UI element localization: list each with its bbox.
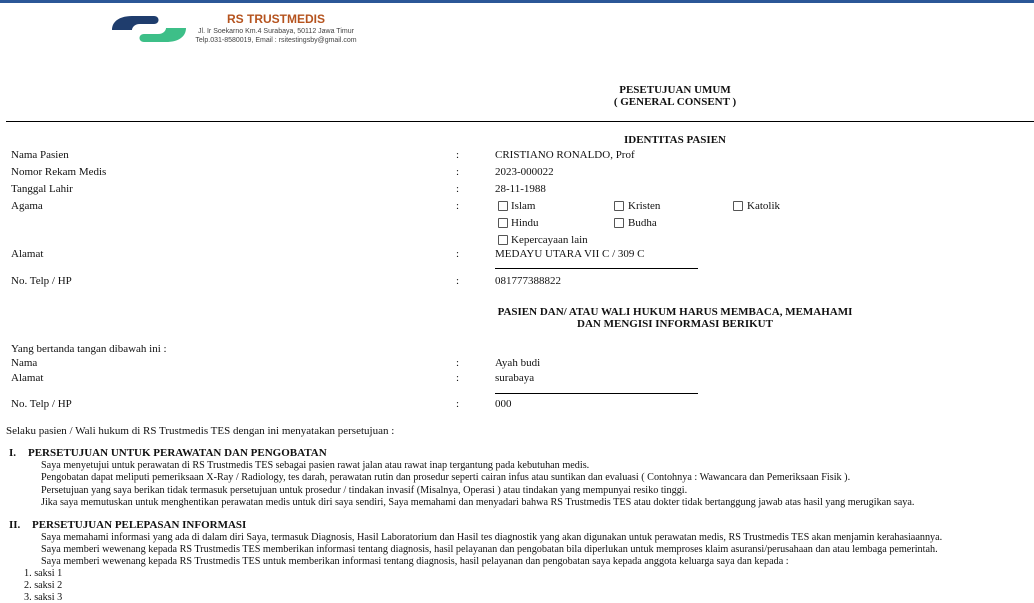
religion-option-islam: Islam <box>511 200 536 212</box>
top-accent-bar <box>0 0 1034 3</box>
hospital-contact: Telp.031-8580019, Email : rsitestingsby@gmail.com <box>195 37 357 44</box>
section-1-paragraph: Persetujuan yang saya berikan tidak termasuk persetujuan untuk prosedur / tindakan invasif (Misalnya, Operasi ) atau tindakan yang mempunyai resiko tinggi. <box>41 485 688 496</box>
address-underline <box>495 268 698 269</box>
colon: : <box>456 183 460 195</box>
hospital-logo <box>110 12 188 46</box>
religion-checkbox-hindu[interactable] <box>498 218 508 228</box>
section-1-paragraph: Pengobatan dapat meliputi pemeriksaan X-Ray / Radiology, tes darah, perawatan rutin dan prosedur seperti cairan infus atau suntikan dan evaluasi ( Contohnya : Wawancara dan Pemeriksaan Fisik ). <box>41 472 851 483</box>
document-title: PESETUJUAN UMUM <box>619 84 731 96</box>
section-2-paragraph: Saya memberi wewenang kepada RS Trustmedis TES memberikan informasi tentang diagnosis, hasil pelayanan dan pengobatan bila diperlukan untuk memproses klaim asuransi/perusahaan dan atau lembaga pemerintah. <box>41 544 938 555</box>
witness-item: 3. saksi 3 <box>24 592 63 603</box>
colon: : <box>456 398 460 410</box>
signer-address-value: surabaya <box>495 372 535 384</box>
colon: : <box>456 372 460 384</box>
religion-checkbox-budha[interactable] <box>614 218 624 228</box>
logo-navy-shape <box>112 16 159 30</box>
title-divider <box>6 121 1034 122</box>
religion-option-other: Kepercayaan lain <box>511 234 588 246</box>
document-subtitle: ( GENERAL CONSENT ) <box>613 96 737 108</box>
phone-label: No. Telp / HP <box>11 275 72 287</box>
mrn-label: Nomor Rekam Medis <box>11 166 107 178</box>
dob-value: 28-11-1988 <box>495 183 546 195</box>
address-value: MEDAYU UTARA VII C / 309 C <box>495 248 645 260</box>
signer-name-value: Ayah budi <box>495 357 541 369</box>
religion-option-katolik: Katolik <box>747 200 780 212</box>
religion-label: Agama <box>11 200 43 212</box>
signer-name-label: Nama <box>11 357 38 369</box>
colon: : <box>456 248 460 260</box>
patient-name-value: CRISTIANO RONALDO, Prof <box>495 149 635 161</box>
section-2-number: II. <box>9 519 21 531</box>
signer-phone-value: 000 <box>495 398 512 410</box>
hospital-address: Jl. Ir Soekarno Km.4 Surabaya, 50112 Jawa Timur <box>198 28 354 35</box>
signer-address-label: Alamat <box>11 372 44 384</box>
hospital-name: RS TRUSTMEDIS <box>226 12 325 26</box>
section-2-title: PERSETUJUAN PELEPASAN INFORMASI <box>32 519 247 531</box>
mrn-value: 2023-000022 <box>495 166 554 178</box>
signer-phone-label: No. Telp / HP <box>11 398 72 410</box>
colon: : <box>456 275 460 287</box>
colon: : <box>456 200 460 212</box>
religion-checkbox-kristen[interactable] <box>614 201 624 211</box>
logo-green-shape <box>140 28 187 42</box>
section-2-paragraph: Saya memahami informasi yang ada di dalam diri Saya, termasuk Diagnosis, Hasil Laboratorium dan Hasil tes diagnostik yang akan digunakan untuk perawatan medis, RS Trustmedis TES akan menjamin kerahasiaannya. <box>41 532 943 543</box>
signer-address-underline <box>495 393 698 394</box>
witness-item: 1. saksi 1 <box>24 568 63 579</box>
religion-checkbox-islam[interactable] <box>498 201 508 211</box>
dob-label: Tanggal Lahir <box>11 183 73 195</box>
colon: : <box>456 166 460 178</box>
address-label: Alamat <box>11 248 44 260</box>
colon: : <box>456 357 460 369</box>
statement-intro: Selaku pasien / Wali hukum di RS Trustmedis TES dengan ini menyatakan persetujuan : <box>6 425 395 437</box>
religion-option-kristen: Kristen <box>628 200 661 212</box>
signer-intro: Yang bertanda tangan dibawah ini : <box>11 343 167 355</box>
section-1-paragraph: Jika saya memutuskan untuk menghentikan perawatan medis untuk diri saya sendiri, Saya memahami dan menyadari bahwa RS Trustmedis TES atau dokter tidak bertanggung jawab atas hasil yang merugikan saya. <box>41 497 915 508</box>
religion-checkbox-other[interactable] <box>498 235 508 245</box>
patient-name-label: Nama Pasien <box>11 149 69 161</box>
religion-checkbox-katolik[interactable] <box>733 201 743 211</box>
section-2-paragraph: Saya memberi wewenang kepada RS Trustmedis TES untuk memberikan informasi tentang diagnosis, hasil pelayanan dan pengobatan saya kepada anggota keluarga saya dan kepada : <box>41 556 789 567</box>
guardian-notice-line2: DAN MENGISI INFORMASI BERIKUT <box>577 318 773 330</box>
patient-identity-heading: IDENTITAS PASIEN <box>624 134 726 146</box>
religion-option-hindu: Hindu <box>511 217 539 229</box>
phone-value: 081777388822 <box>495 275 561 287</box>
witness-item: 2. saksi 2 <box>24 580 63 591</box>
section-1-paragraph: Saya menyetujui untuk perawatan di RS Trustmedis TES sebagai pasien rawat jalan atau rawat inap tergantung pada kebutuhan medis. <box>41 460 590 471</box>
religion-option-budha: Budha <box>628 217 657 229</box>
colon: : <box>456 149 460 161</box>
section-1-title: PERSETUJUAN UNTUK PERAWATAN DAN PENGOBATAN <box>28 447 327 459</box>
section-1-number: I. <box>9 447 17 459</box>
guardian-notice-line1: PASIEN DAN/ ATAU WALI HUKUM HARUS MEMBACA, MEMAHAMI <box>497 306 853 318</box>
